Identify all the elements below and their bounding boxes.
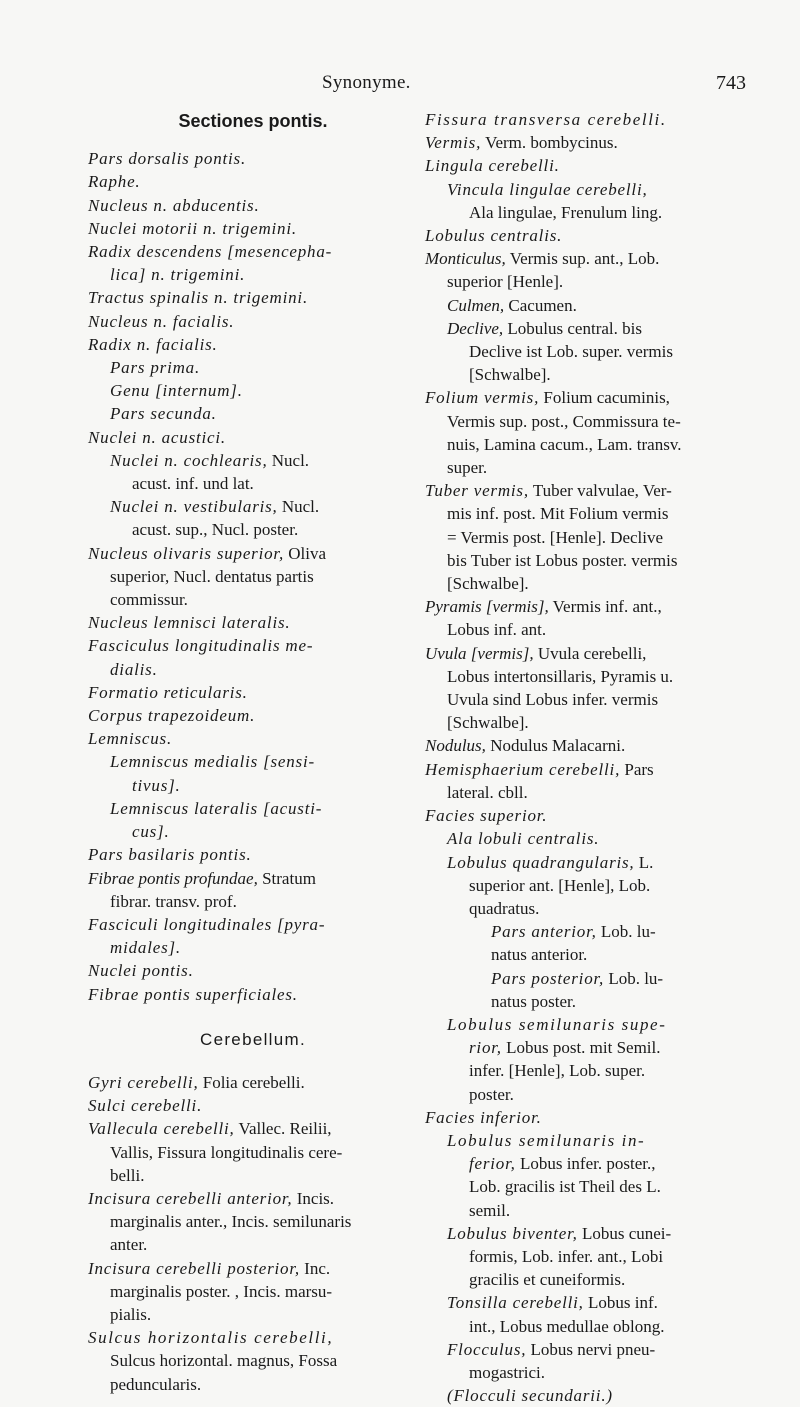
text-line — [88, 263, 418, 286]
synonym-text: L. — [634, 852, 654, 872]
term: Facies inferior. — [425, 1107, 542, 1127]
text-line — [88, 681, 418, 704]
text-line — [425, 1384, 770, 1407]
term: Incisura cerebelli anterior, — [88, 1188, 293, 1208]
text-line — [425, 386, 770, 409]
term: quadratus. — [469, 898, 540, 918]
synonym-text: Lobus infer. poster., — [515, 1154, 656, 1174]
term: Lobulus semilunaris in- — [447, 1130, 646, 1150]
synonym-text: Lobus cunei- — [577, 1223, 672, 1243]
text-line — [425, 1059, 770, 1082]
text-line — [425, 665, 770, 688]
term: formis, Lob. infer. ant., Lobi — [469, 1246, 664, 1266]
text-line — [425, 874, 770, 897]
term: natus poster. — [491, 991, 576, 1011]
text-line — [425, 502, 770, 525]
term: int., Lobus medullae oblong. — [469, 1316, 665, 1336]
text-line — [88, 704, 418, 727]
synonym-text: Vallec. Reilii, — [234, 1119, 332, 1139]
synonym-text: Folia cerebelli. — [198, 1072, 305, 1092]
text-line — [425, 410, 770, 433]
text-line — [88, 402, 418, 425]
text-line — [88, 1257, 418, 1280]
term: Corpus trapezoideum. — [88, 706, 256, 726]
term: Ala lingulae, Frenulum ling. — [469, 202, 663, 222]
term: marginalis anter., Incis. semilunaris — [110, 1212, 352, 1232]
term: Sulcus horizontal. magnus, Fossa — [110, 1351, 338, 1371]
text-line — [88, 472, 418, 495]
text-line — [425, 734, 770, 757]
text-line — [425, 247, 770, 270]
term: Genu [internum]. — [110, 381, 243, 401]
page-number: 743 — [716, 72, 746, 94]
text-line — [425, 108, 770, 131]
synonym-text: Inc. — [299, 1258, 331, 1278]
text-line — [425, 711, 770, 734]
term: Ala lobuli centralis. — [447, 829, 600, 849]
synonym-text: Verm. bombycinus. — [481, 133, 618, 153]
term: Fissura transversa cerebelli. — [425, 110, 667, 129]
term: ferior, — [469, 1154, 516, 1174]
text-line — [88, 890, 418, 913]
synonym-text: Lob. lu- — [596, 922, 656, 942]
synonym-text: Nucl. — [277, 497, 320, 517]
text-line — [425, 595, 770, 618]
term: Declive ist Lob. super. vermis — [469, 342, 673, 362]
right-column — [425, 108, 770, 1407]
term: Formatio reticularis. — [88, 682, 248, 702]
term: Raphe. — [88, 172, 141, 192]
text-line — [88, 379, 418, 402]
term: Vermis sup. post., Commissura te- — [447, 411, 681, 431]
text-line — [425, 1036, 770, 1059]
term: [Schwalbe]. — [469, 365, 551, 385]
term: Flocculus, — [447, 1339, 527, 1359]
text-line — [425, 549, 770, 572]
text-line — [425, 340, 770, 363]
text-line — [425, 920, 770, 943]
text-line — [425, 804, 770, 827]
term: belli. — [110, 1165, 145, 1185]
subsection-heading: Cerebellum. — [200, 1029, 306, 1049]
text-line — [88, 310, 418, 333]
text-line — [88, 611, 418, 634]
term: acust. inf. und lat. — [132, 474, 254, 494]
term: Pars basilaris pontis. — [88, 845, 252, 865]
text-line — [88, 774, 418, 797]
term: Uvula sind Lobus infer. vermis — [447, 690, 659, 710]
text-line — [88, 959, 418, 982]
synonym-text: Nodulus Malacarni. — [485, 736, 626, 756]
text-line — [425, 1083, 770, 1106]
text-line — [425, 1315, 770, 1338]
text-line — [88, 1117, 418, 1140]
synonym-text: Cacumen. — [504, 295, 577, 315]
text-line — [88, 983, 418, 1006]
synonym-text: Incis. — [292, 1188, 335, 1208]
term: Tractus spinalis n. trigemini. — [88, 288, 308, 308]
term: cus]. — [132, 822, 170, 842]
text-line — [88, 1373, 418, 1396]
text-line — [425, 201, 770, 224]
term: Pars prima. — [110, 358, 201, 378]
term: peduncularis. — [110, 1374, 202, 1394]
term: Fasciculus longitudinalis me- — [88, 636, 314, 656]
text-line — [88, 913, 418, 936]
synonym-text: Uvula cerebelli, — [533, 643, 647, 663]
term: Culmen, — [447, 295, 505, 315]
term: Gyri cerebelli, — [88, 1072, 199, 1092]
text-line — [88, 542, 418, 565]
synonym-text: Lobus post. mit Semil. — [501, 1038, 661, 1058]
term: Folium vermis, — [425, 388, 540, 408]
text-line — [425, 1291, 770, 1314]
term: Lemniscus medialis [sensi- — [110, 752, 315, 772]
term: Pars dorsalis pontis. — [88, 149, 247, 169]
synonym-text: Vermis sup. ant., Lob. — [505, 249, 660, 269]
term: dialis. — [110, 659, 158, 679]
text-line — [425, 363, 770, 386]
term: Lobulus biventer, — [447, 1223, 578, 1243]
term: nuis, Lamina cacum., Lam. transv. — [447, 434, 682, 454]
text-line — [425, 1361, 770, 1384]
term: Tuber vermis, — [425, 481, 529, 501]
running-header-title: Synonyme. — [322, 72, 411, 93]
text-line — [88, 727, 418, 750]
synonym-text: Nucl. — [267, 450, 310, 470]
text-line — [425, 1175, 770, 1198]
text-line — [425, 131, 770, 154]
term: Fasciculi longitudinales [pyra- — [88, 914, 326, 934]
term: gracilis et cuneiformis. — [469, 1270, 626, 1290]
section-heading: Sectiones pontis. — [178, 111, 328, 131]
term: mis inf. post. Mit Folium vermis — [447, 504, 669, 524]
text-line — [88, 1326, 418, 1349]
term: Lobulus centralis. — [425, 226, 563, 246]
text-line — [425, 224, 770, 247]
synonym-text: Folium cacuminis, — [539, 388, 670, 408]
text-line — [88, 1210, 418, 1233]
text-line — [88, 658, 418, 681]
term: Radix descendens [mesencepha- — [88, 242, 333, 262]
term: (Flocculi secundarii.) — [447, 1386, 613, 1406]
text-line — [88, 333, 418, 356]
text-line — [425, 479, 770, 502]
term: Vallis, Fissura longitudinalis cere- — [110, 1142, 343, 1162]
text-line — [425, 1245, 770, 1268]
term: Pars posterior, — [491, 968, 605, 988]
text-line — [88, 1280, 418, 1303]
term: Nuclei n. cochlearis, — [110, 450, 268, 470]
term: Vermis, — [425, 133, 482, 153]
term: superior ant. [Henle], Lob. — [469, 875, 651, 895]
term: mogastrici. — [469, 1362, 546, 1382]
term: infer. [Henle], Lob. super. — [469, 1061, 646, 1081]
text-line — [425, 618, 770, 641]
text-line — [88, 240, 418, 263]
text-line — [425, 270, 770, 293]
term: pialis. — [110, 1304, 152, 1324]
synonym-text: Lobulus central. bis — [503, 318, 642, 338]
text-line — [425, 1268, 770, 1291]
term: acust. sup., Nucl. poster. — [132, 520, 299, 540]
text-line — [425, 1199, 770, 1222]
term: commissur. — [110, 590, 188, 610]
text-line — [88, 495, 418, 518]
term: Facies superior. — [425, 806, 548, 826]
text-line — [88, 634, 418, 657]
term: = Vermis post. [Henle]. Declive — [447, 527, 664, 547]
term: Hemisphaerium cerebelli, — [425, 759, 621, 779]
text-line — [425, 990, 770, 1013]
text-line — [425, 781, 770, 804]
text-line — [88, 426, 418, 449]
text-line — [88, 170, 418, 193]
term: anter. — [110, 1235, 148, 1255]
term: natus anterior. — [491, 945, 588, 965]
text-line — [88, 1349, 418, 1372]
term: Lemniscus. — [88, 729, 173, 749]
text-line — [88, 1187, 418, 1210]
text-line — [425, 967, 770, 990]
synonym-text: Stratum — [257, 868, 316, 888]
term: Nucleus lemnisci lateralis. — [88, 613, 291, 633]
text-line — [88, 1071, 418, 1094]
term: Tonsilla cerebelli, — [447, 1293, 584, 1313]
term: semil. — [469, 1200, 511, 1220]
text-line — [88, 936, 418, 959]
text-line — [425, 1106, 770, 1129]
term: Vallecula cerebelli, — [88, 1119, 235, 1139]
synonym-text: Pars — [620, 759, 654, 779]
text-line — [425, 456, 770, 479]
text-line — [425, 1222, 770, 1245]
text-line — [425, 897, 770, 920]
term: lateral. cbll. — [447, 782, 528, 802]
text-line — [425, 294, 770, 317]
term: Lobulus quadrangularis, — [447, 852, 635, 872]
term: super. — [447, 458, 488, 478]
text-line — [88, 797, 418, 820]
term: superior, Nucl. dentatus partis — [110, 566, 314, 586]
term: midales]. — [110, 938, 181, 958]
term: Uvula [vermis], — [425, 643, 534, 663]
term: Pyramis [vermis], — [425, 597, 549, 617]
text-line — [425, 827, 770, 850]
synonym-text: Lobus nervi pneu- — [526, 1339, 656, 1359]
text-line — [425, 433, 770, 456]
term: Nuclei motorii n. trigemini. — [88, 218, 297, 238]
text-line — [425, 572, 770, 595]
text-line — [88, 217, 418, 240]
text-line — [88, 449, 418, 472]
term: Radix n. facialis. — [88, 334, 218, 354]
term: marginalis poster. , Incis. marsu- — [110, 1281, 333, 1301]
term: Lobulus semilunaris supe- — [447, 1014, 667, 1034]
term: Nuclei pontis. — [88, 961, 194, 981]
term: Incisura cerebelli posterior, — [88, 1258, 300, 1278]
term: Pars secunda. — [110, 404, 217, 424]
term: superior [Henle]. — [447, 272, 564, 292]
text-line — [425, 526, 770, 549]
term: Nucleus olivaris superior, — [88, 543, 284, 563]
term: Declive, — [447, 318, 504, 338]
synonym-text: Lobus inf. — [583, 1293, 658, 1313]
term: fibrar. transv. prof. — [110, 891, 237, 911]
text-line — [425, 1013, 770, 1036]
text-line — [425, 642, 770, 665]
term: Lobus intertonsillaris, Pyramis u. — [447, 666, 674, 686]
term: rior, — [469, 1038, 502, 1058]
term: Monticulus, — [425, 249, 506, 269]
left-column — [88, 108, 418, 1396]
text-line — [425, 1129, 770, 1152]
text-line — [425, 943, 770, 966]
term: Nucleus n. facialis. — [88, 311, 235, 331]
text-line — [88, 147, 418, 170]
text-line — [88, 867, 418, 890]
term: [Schwalbe]. — [447, 713, 529, 733]
term: Nodulus, — [425, 736, 486, 756]
text-line — [88, 1141, 418, 1164]
synonym-text: Lob. lu- — [604, 968, 664, 988]
term: tivus]. — [132, 775, 181, 795]
text-line — [88, 750, 418, 773]
text-line — [425, 178, 770, 201]
synonym-text: Vermis inf. ant., — [548, 597, 662, 617]
term: Nuclei n. acustici. — [88, 427, 226, 447]
synonym-text: Tuber valvulae, Ver- — [528, 481, 672, 501]
text-line — [425, 1338, 770, 1361]
text-line — [88, 356, 418, 379]
text-line — [88, 1233, 418, 1256]
text-line — [425, 1152, 770, 1175]
text-line — [88, 1303, 418, 1326]
text-line — [88, 820, 418, 843]
text-line — [425, 317, 770, 340]
term: Vincula lingulae cerebelli, — [447, 179, 648, 199]
term: Lobus inf. ant. — [447, 620, 547, 640]
text-line — [425, 154, 770, 177]
term: bis Tuber ist Lobus poster. vermis — [447, 550, 678, 570]
text-line — [88, 1164, 418, 1187]
text-line — [425, 758, 770, 781]
term: Pars anterior, — [491, 922, 597, 942]
text-line — [88, 518, 418, 541]
synonym-text: Oliva — [284, 543, 327, 563]
term: poster. — [469, 1084, 514, 1104]
term: Nuclei n. vestibularis, — [110, 497, 278, 517]
term: Sulcus horizontalis cerebelli, — [88, 1328, 334, 1348]
text-line — [88, 286, 418, 309]
text-line — [88, 843, 418, 866]
term: lica] n. trigemini. — [110, 265, 246, 285]
text-line — [425, 851, 770, 874]
text-line — [88, 588, 418, 611]
text-line — [88, 565, 418, 588]
term: [Schwalbe]. — [447, 574, 529, 594]
term: Lemniscus lateralis [acusti- — [110, 798, 323, 818]
text-line — [425, 688, 770, 711]
term: Sulci cerebelli. — [88, 1096, 203, 1116]
term: Fibrae pontis profundae, — [88, 868, 258, 888]
term: Lob. gracilis ist Theil des L. — [469, 1177, 661, 1197]
text-line — [88, 194, 418, 217]
text-line — [88, 1094, 418, 1117]
term: Fibrae pontis superficiales. — [88, 984, 298, 1004]
term: Nucleus n. abducentis. — [88, 195, 260, 215]
term: Lingula cerebelli. — [425, 156, 560, 176]
